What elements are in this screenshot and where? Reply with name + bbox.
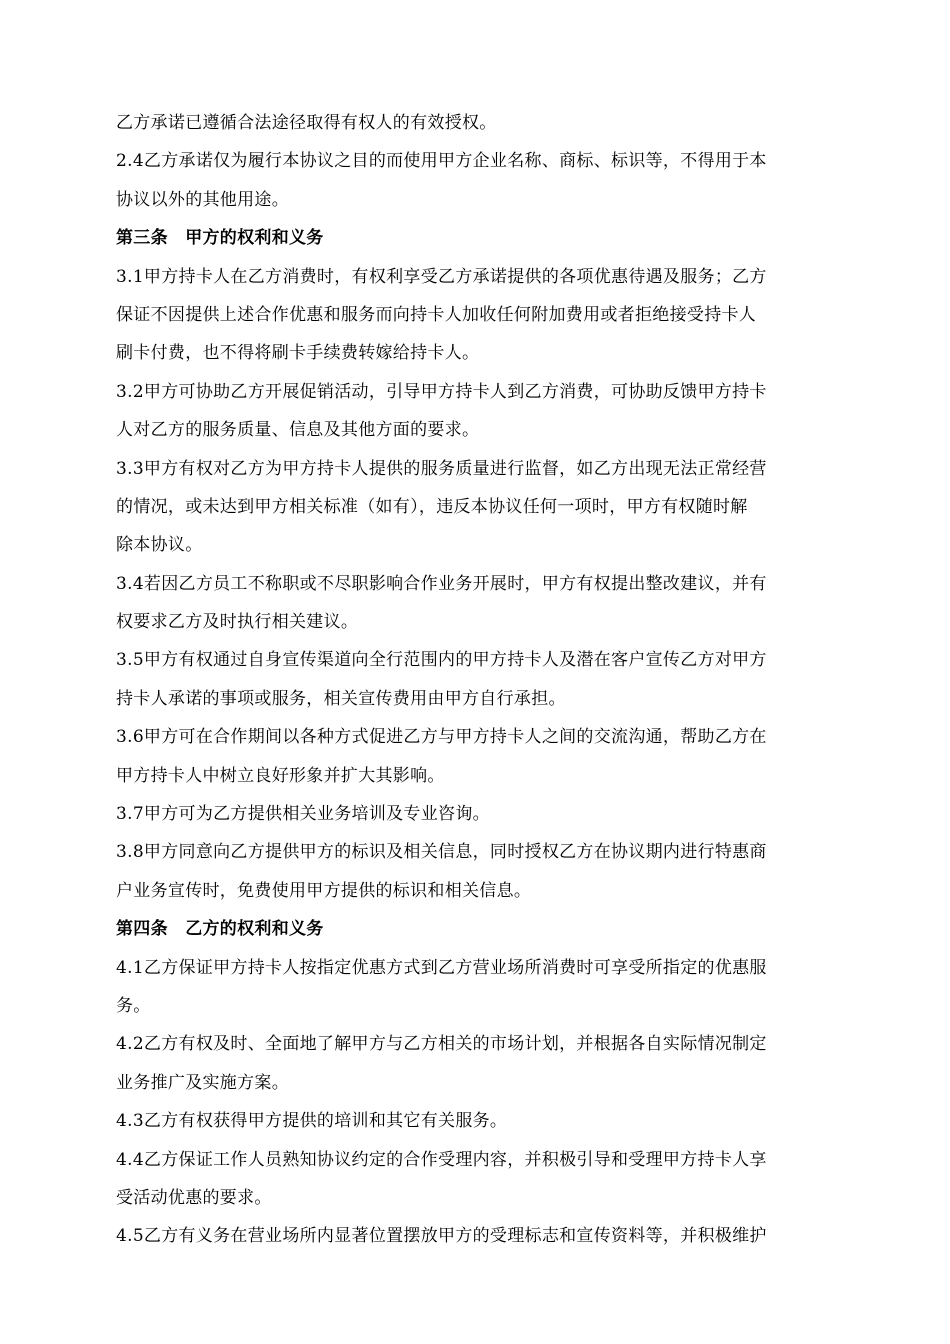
text-line: 的情况，或未达到甲方相关标准（如有），违反本协议任何一项时，甲方有权随时解 — [116, 496, 748, 517]
text-line: 户业务宣传时，免费使用甲方提供的标识和相关信息。 — [116, 880, 532, 901]
text-line: 4.4乙方保证工作人员熟知协议约定的合作受理内容，并积极引导和受理甲方持卡人享 — [116, 1149, 767, 1170]
document-page — [116, 112, 838, 1264]
text-line: 4.5乙方有义务在营业场所内显著位置摆放甲方的受理标志和宣传资料等，并积极维护 — [116, 1226, 767, 1247]
text-line: 协议以外的其他用途。 — [116, 189, 289, 210]
text-line: 甲方持卡人中树立良好形象并扩大其影响。 — [116, 765, 445, 786]
text-line: 务。 — [116, 995, 151, 1016]
section-heading: 第三条 甲方的权利和义务 — [116, 228, 324, 249]
text-line: 3.7甲方可为乙方提供相关业务培训及专业咨询。 — [116, 804, 490, 825]
text-line: 3.2甲方可协助乙方开展促销活动，引导甲方持卡人到乙方消费，可协助反馈甲方持卡 — [116, 381, 767, 402]
text-line: 2.4乙方承诺仅为履行本协议之目的而使用甲方企业名称、商标、标识等，不得用于本 — [116, 151, 767, 172]
text-line: 3.3甲方有权对乙方为甲方持卡人提供的服务质量进行监督，如乙方出现无法正常经营 — [116, 458, 767, 479]
text-line: 人对乙方的服务质量、信息及其他方面的要求。 — [116, 420, 480, 441]
text-line: 业务推广及实施方案。 — [116, 1072, 289, 1093]
text-line: 除本协议。 — [116, 535, 203, 556]
text-line: 乙方承诺已遵循合法途径取得有权人的有效授权。 — [116, 113, 497, 133]
text-line: 受活动优惠的要求。 — [116, 1187, 272, 1208]
text-line: 刷卡付费，也不得将刷卡手续费转嫁给持卡人。 — [116, 343, 480, 364]
text-line: 3.1甲方持卡人在乙方消费时，有权利享受乙方承诺提供的各项优惠待遇及服务；乙方 — [116, 266, 767, 287]
text-line: 4.2乙方有权及时、全面地了解甲方与乙方相关的市场计划，并根据各自实际情况制定 — [116, 1034, 767, 1055]
section-heading: 第四条 乙方的权利和义务 — [116, 919, 324, 940]
text-line: 持卡人承诺的事项或服务，相关宣传费用由甲方自行承担。 — [116, 688, 566, 709]
text-line: 3.5甲方有权通过自身宣传渠道向全行范围内的甲方持卡人及潜在客户宣传乙方对甲方 — [116, 650, 767, 671]
text-line: 权要求乙方及时执行相关建议。 — [116, 612, 359, 633]
text-line: 4.1乙方保证甲方持卡人按指定优惠方式到乙方营业场所消费时可享受所指定的优惠服 — [116, 957, 767, 978]
text-line: 保证不因提供上述合作优惠和服务而向持卡人加收任何附加费用或者拒绝接受持卡人 — [116, 304, 757, 325]
text-line: 3.8甲方同意向乙方提供甲方的标识及相关信息，同时授权乙方在协议期内进行特惠商 — [116, 842, 767, 863]
text-line: 3.6甲方可在合作期间以各种方式促进乙方与甲方持卡人之间的交流沟通，帮助乙方在 — [116, 727, 767, 748]
text-line: 4.3乙方有权获得甲方提供的培训和其它有关服务。 — [116, 1111, 508, 1132]
text-line: 3.4若因乙方员工不称职或不尽职影响合作业务开展时，甲方有权提出整改建议，并有 — [116, 573, 767, 594]
